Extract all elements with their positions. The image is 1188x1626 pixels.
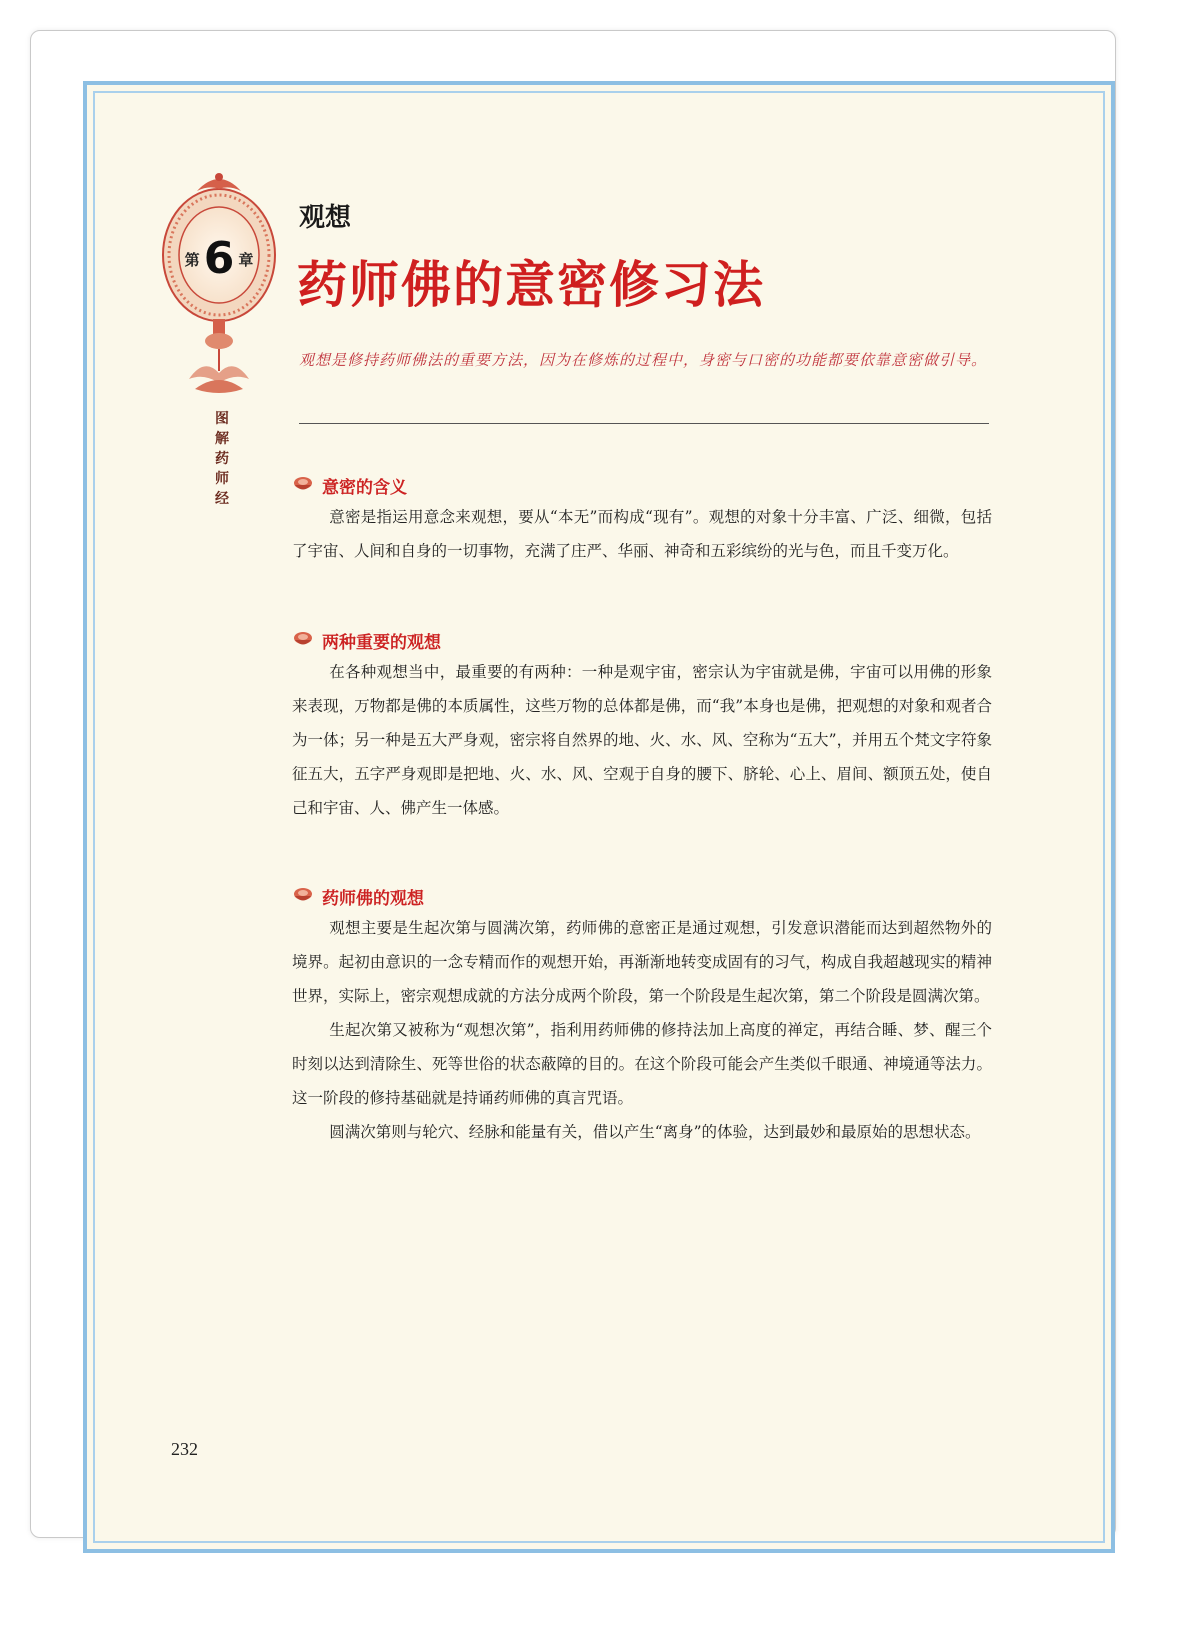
chapter-title: 药师佛的意密修习法 <box>297 255 765 314</box>
bowl-icon <box>292 887 314 905</box>
paragraph: 观想主要是生起次第与圆满次第，药师佛的意密正是通过观想，引发意识潜能而达到超然物外的境界。起初由意识的一念专精而作的观想开始，再渐渐地转变成固有的习气，构成自我超越现实的精神世界，实际上，密宗观想成就的方法分成两个阶段，第一个阶段是生起次第，第二个阶段是圆满次第。 <box>292 919 992 1005</box>
section-heading-text: 意密的含义 <box>322 477 407 498</box>
chapter-badge <box>159 209 279 309</box>
section-two-visualizations <box>292 625 992 825</box>
side-book-label <box>211 409 233 509</box>
paragraph: 意密是指运用意念来观想，要从“本无”而构成“现有”。观想的对象十分丰富、广泛、细微，包括了宇宙、人间和自身的一切事物，充满了庄严、华丽、神奇和五彩缤纷的光与色，而且千变万化。 <box>292 508 992 560</box>
side-label-char: 经 <box>215 491 229 507</box>
side-label-char: 师 <box>215 471 229 487</box>
paragraph: 在各种观想当中，最重要的有两种：一种是观宇宙，密宗认为宇宙就是佛，宇宙可以用佛的形象来表现，万物都是佛的本质属性，这些万物的总体都是佛，而“我”本身也是佛，把观想的对象和观者合为一体；另一种是五大严身观，密宗将自然界的地、火、水、风、空称为“五大”，并用五个梵文字符象征五大，五字严身观即是把地、火、水、风、空观于自身的腰下、脐轮、心上、眉间、额顶五处，使自己和宇宙、人、佛产生一体感。 <box>292 663 992 817</box>
chapter-suffix: 章 <box>238 250 254 269</box>
bowl-icon <box>292 476 314 494</box>
page-number: 232 <box>171 1439 198 1459</box>
divider-rule <box>299 423 989 424</box>
chapter-number: 6 <box>203 233 235 284</box>
section-meaning <box>292 470 992 568</box>
screenshot-card <box>30 30 1116 1538</box>
side-label-char: 解 <box>215 431 229 447</box>
section-heading-text: 药师佛的观想 <box>322 888 424 909</box>
bowl-icon <box>292 631 314 649</box>
book-page <box>83 81 1115 1553</box>
chapter-intro: 观想是修持药师佛法的重要方法，因为在修炼的过程中，身密与口密的功能都要依靠意密做引导。 <box>299 351 988 369</box>
chapter-subtitle: 观想 <box>299 203 352 233</box>
paragraph: 生起次第又被称为“观想次第”，指利用药师佛的修持法加上高度的禅定，再结合睡、梦、醒三个时刻以达到清除生、死等世俗的状态蔽障的目的。在这个阶段可能会产生类似千眼通、神境通等法力。这一阶段的修持基础就是持诵药师佛的真言咒语。 <box>292 1021 992 1107</box>
chapter-prefix: 第 <box>184 250 200 269</box>
side-label-char: 图 <box>215 411 229 427</box>
section-heading <box>292 881 992 911</box>
side-label-char: 药 <box>215 451 229 467</box>
section-heading <box>292 625 992 655</box>
section-heading <box>292 470 992 500</box>
section-medicine-buddha <box>292 881 992 1149</box>
section-heading-text: 两种重要的观想 <box>322 632 441 653</box>
paragraph: 圆满次第则与轮穴、经脉和能量有关，借以产生“离身”的体验，达到最妙和最原始的思想状态。 <box>329 1123 981 1141</box>
